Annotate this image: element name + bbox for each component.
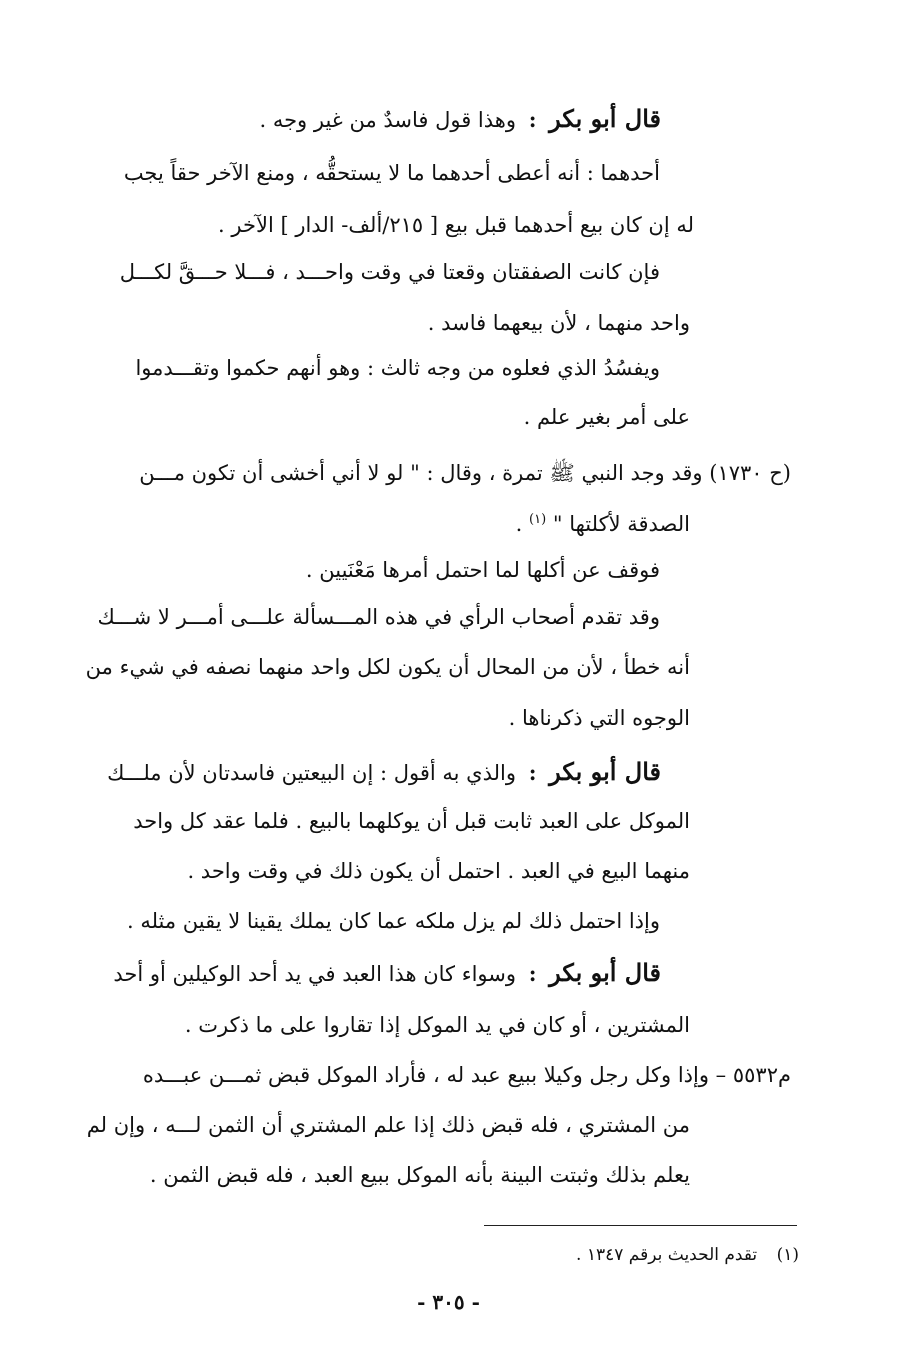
footnote	[576, 1243, 799, 1267]
speaker-colon: :	[528, 961, 537, 986]
footnote-text: تقدم الحديث برقم ١٣٤٧ .	[576, 1245, 758, 1265]
speaker-label: قال أبو بكر	[549, 757, 661, 786]
speaker-label: قال أبو بكر	[549, 104, 661, 133]
text-line: ويفسُدُ الذي فعلوه من وجه ثالث : وهو أنهم حكموا وتقـــدموا	[135, 356, 660, 380]
text-line: واحد منهما ، لأن بيعهما فاسد .	[427, 311, 690, 335]
text-line: يعلم بذلك وثبتت البينة بأنه الموكل ببيع العبد ، فله قبض الثمن .	[149, 1163, 690, 1187]
page-number: - ٣٠٥ -	[417, 1290, 480, 1314]
text-line: م٥٥٣٢ – وإذا وكل رجل وكيلا ببيع عبد له ، فأراد الموكل قبض ثمـــن عبـــده	[142, 1063, 791, 1087]
text-line: فإن كانت الصفقتان وقعتا في وقت واحـــد ، فـــلا حـــقَّ لكـــل	[119, 260, 660, 284]
text-line: أحدهما : أنه أعطى أحدهما ما لا يستحقُّه ، ومنع الآخر حقاً يجب	[123, 161, 660, 185]
line-text: والذي به أقول : إن البيعتين فاسدتان لأن ملـــك	[107, 761, 516, 785]
line-text: وهذا قول فاسدٌ من غير وجه .	[259, 108, 516, 132]
text-line: على أمر بغير علم .	[523, 405, 690, 429]
text-line	[516, 505, 690, 539]
text-line: الموكل على العبد ثابت قبل أن يوكلهما بالبيع . فلما عقد كل واحد	[133, 809, 690, 833]
text-line: فوقف عن أكلها لما احتمل أمرها مَعْنَيين .	[305, 558, 660, 582]
speaker-colon: :	[528, 760, 537, 785]
line-text: الصدقة لأكلتها "	[552, 512, 690, 536]
text-line: من المشتري ، فله قبض ذلك إذا علم المشتري أن الثمن لـــه ، وإن لم	[86, 1113, 690, 1137]
text-line: وإذا احتمل ذلك لم يزل ملكه عما كان يملك يقينا لا يقين مثله .	[126, 909, 660, 933]
text-line: الوجوه التي ذكرناها .	[508, 706, 690, 730]
text-line	[113, 958, 661, 989]
speaker-label: قال أبو بكر	[549, 958, 661, 987]
text-line: منهما البيع في العبد . احتمل أن يكون ذلك في وقت واحد .	[187, 859, 690, 883]
text-line	[259, 104, 661, 135]
text-line: (ح ١٧٣٠) وقد وجد النبي ﷺ تمرة ، وقال : " لو لا أني أخشى أن تكون مـــن	[139, 461, 791, 485]
text-line: المشترين ، أو كان في يد الموكل إذا تقاروا على ما ذكرت .	[184, 1013, 690, 1037]
text-line: أنه خطأ ، لأن من المحال أن يكون لكل واحد منهما نصفه في شيء من	[85, 655, 690, 679]
text-line	[107, 757, 661, 788]
footnote-number: (١)	[776, 1245, 799, 1265]
speaker-colon: :	[528, 107, 537, 132]
text-line: له إن كان بيع أحدهما قبل بيع [ ٢١٥/ألف- الدار ] الآخر .	[218, 213, 694, 237]
line-text: وسواء كان هذا العبد في يد أحد الوكيلين أو أحد	[113, 962, 516, 986]
footnote-divider	[484, 1225, 797, 1226]
line-tail: .	[515, 512, 523, 536]
text-line: وقد تقدم أصحاب الرأي في هذه المـــسألة علـــى أمـــر لا شـــك	[97, 605, 660, 629]
footnote-marker: (١)	[529, 512, 547, 527]
